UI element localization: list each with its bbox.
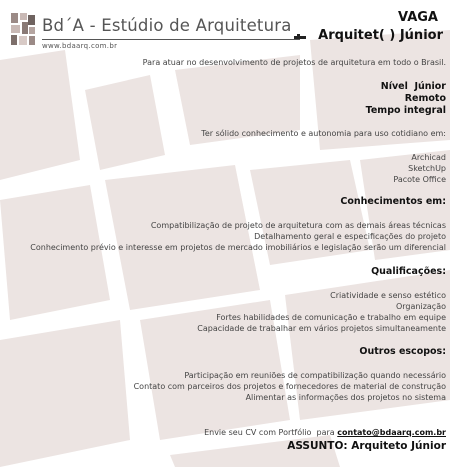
list-item: Pacote Office (393, 175, 446, 184)
intro-text: Para atuar no desenvolvimento de projetos de arquitetura em todo o Brasil. (142, 58, 446, 67)
contact-text: Envie seu CV com Portfólio para (204, 428, 338, 437)
list-item: Capacidade de trabalhar em vários projetos simultaneamente (197, 324, 446, 333)
list-item: Criatividade e senso estético (330, 291, 446, 300)
list-item: Conhecimento prévio e interesse em projetos de mercado imobiliários e legislação serão um diferencial (30, 243, 446, 252)
map-block (0, 50, 80, 180)
job-details (366, 81, 446, 117)
list-item: SketchUp (408, 164, 446, 173)
brand-name-prefix: Bd´A (42, 16, 85, 35)
conhecimentos-heading: Conhecimentos em: (340, 196, 446, 207)
jornada-label: Tempo integral (365, 105, 446, 116)
vaga-title: VAGA (398, 10, 438, 25)
modalidade-label: Remoto (404, 93, 446, 104)
nivel-label: Nível Júnior (380, 81, 446, 92)
escopos-list (134, 370, 446, 403)
role-title: Arquitet( ) Júnior (318, 28, 443, 43)
list-item: Detalhamento geral e especificações do projeto (254, 232, 446, 241)
list-item: Organização (395, 302, 446, 311)
conhecimentos-list (30, 220, 446, 253)
qualificacoes-list (197, 290, 446, 334)
tools-list (393, 152, 446, 185)
list-item: Alimentar as informações dos projetos no sistema (245, 393, 446, 402)
list-item: Compatibilização de projeto de arquitetura com as demais áreas técnicas (150, 221, 446, 230)
list-item: Participação em reuniões de compatibilização quando necessário (184, 371, 446, 380)
list-item: Contato com parceiros dos projetos e fornecedores de material de construção (133, 382, 446, 391)
requirements-intro: Ter sólido conhecimento e autonomia para uso cotidiano em: (201, 129, 446, 138)
contact-line (204, 428, 446, 437)
requirements-intro-block (201, 128, 446, 139)
contact-email-link[interactable]: contato@bdaarq.com.br (337, 428, 446, 437)
job-header (0, 10, 446, 44)
list-item: Archicad (411, 153, 446, 162)
subject-line: ASSUNTO: Arquiteto Júnior (287, 440, 446, 452)
map-block (0, 320, 130, 467)
brand-url: www.bdaarq.com.br (42, 42, 118, 50)
map-block (85, 75, 165, 170)
brand-name-separator: - (84, 16, 102, 35)
list-item: Fortes habilidades de comunicação e trabalho em equipe (216, 313, 446, 322)
escopos-heading: Outros escopos: (359, 346, 446, 357)
qualificacoes-heading: Qualificações: (371, 266, 446, 277)
brand-name-suffix: Estúdio de Arquitetura (101, 16, 292, 35)
